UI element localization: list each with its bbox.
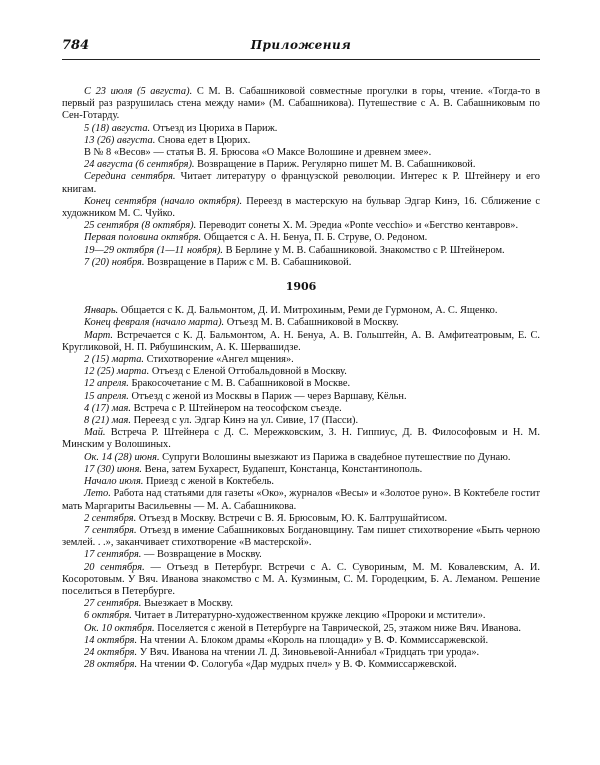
chronicle-entry	[62, 659, 540, 671]
entry-date: 8 (21) мая.	[84, 415, 131, 427]
entry-date: Конец февраля (начало марта).	[84, 317, 225, 329]
entry-text: В Берлине у М. В. Сабашниковой. Знакомство с Р. Штейнером.	[223, 244, 505, 256]
entry-text: Выезжает в Москву.	[141, 598, 234, 610]
chronicle-entry	[62, 403, 540, 415]
entry-date: 19—29 октября (1—11 ноября).	[84, 244, 224, 256]
entry-text: Отъезд из Цюриха в Париж.	[150, 122, 278, 134]
chronicle-entry	[62, 147, 540, 159]
entry-text: Переезд в мастерскую на бульвар Эдгар Кинэ, 16. Сближение с художником М. С. Чуйко.	[62, 195, 541, 220]
chronicle-text	[62, 86, 540, 671]
entry-date: 2 (15) марта.	[84, 354, 145, 366]
entry-text: Переезд с ул. Эдгар Кинэ на ул. Сивие, 17 (Пасси).	[130, 415, 359, 427]
chronicle-entry	[62, 635, 540, 647]
chronicle-entry	[62, 366, 540, 378]
chronicle-entry	[62, 354, 540, 366]
chronicle-entry	[62, 123, 540, 135]
entry-text: Отъезд с Еленой Оттобальдовной в Москву.	[149, 366, 347, 378]
entry-text: Бракосочетание с М. В. Сабашниковой в Москве.	[128, 378, 351, 390]
chronicle-entry	[62, 647, 540, 659]
entry-text: Читает в Литературно-художественном кружке лекцию «Пророки и мстители».	[131, 610, 486, 622]
entry-text: Работа над статьями для газеты «Око», журналов «Весы» и «Золотое руно». В Коктебеле гостит мать Маргариты Васильевны — М. А. Сабашникова.	[62, 488, 540, 512]
entry-text: На чтении А. Блоком драмы «Король на площади» у В. Ф. Коммиссаржевской.	[137, 634, 489, 646]
chronicle-entry	[62, 549, 540, 561]
chronicle-entry	[62, 391, 540, 403]
entry-date: 27 сентября.	[84, 598, 142, 610]
entry-date: 20 сентября.	[84, 561, 145, 573]
entry-date: Лето.	[84, 488, 111, 500]
chronicle-entry	[62, 330, 540, 354]
chronicle-entry	[62, 610, 540, 622]
entry-text: Вена, затем Бухарест, Будапешт, Констанца, Константинополь.	[142, 463, 423, 475]
chronicle-entry	[62, 476, 540, 488]
page-header	[62, 38, 540, 58]
entry-text: Отъезд в Москву. Встречи с В. Я. Брюсовым, Ю. К. Балтрушайтисом.	[136, 512, 448, 524]
chronicle-entry	[62, 427, 540, 451]
entry-date: Март.	[84, 329, 113, 341]
entry-text: Супруги Волошины выезжают из Парижа в свадебное путешествие по Дунаю.	[159, 451, 511, 463]
entry-date: Первая половина октября.	[84, 232, 202, 244]
entry-date: 13 (26) августа.	[84, 134, 156, 146]
entry-date: 7 сентября.	[84, 524, 137, 536]
section-1906	[62, 305, 540, 671]
chronicle-entry	[62, 525, 540, 549]
entry-text: Читает литературу о французской революции. Интерес к Р. Штейнеру и его книгам.	[62, 171, 540, 195]
entry-text: В № 8 «Весов» — статья В. Я. Брюсова «О Максе Волошине и древнем змее».	[84, 147, 432, 159]
chronicle-entry	[62, 488, 540, 512]
chronicle-entry	[62, 562, 540, 599]
chronicle-entry	[62, 159, 540, 171]
chronicle-entry	[62, 171, 540, 195]
entry-date: С 23 июля (5 августа).	[84, 86, 193, 97]
entry-text: С М. В. Сабашниковой совместные прогулки в горы, чтение. «Тогда-то в первый раз разрушилась стена между нами» (М. Сабашникова). Путешествие с А. В. Сабашниковым по Сен-Готарду.	[62, 86, 540, 122]
entry-date: 14 октября.	[84, 634, 138, 646]
year-heading: 1906	[285, 280, 317, 294]
chronicle-entry	[62, 623, 540, 635]
entry-text: Возвращение в Париж с М. В. Сабашниковой.	[144, 256, 352, 268]
entry-text: На чтении Ф. Сологуба «Дар мудрых пчел» у В. Ф. Коммиссаржевской.	[137, 659, 457, 671]
entry-text: Встречается с К. Д. Бальмонтом, А. Н. Бенуа, А. В. Гольштейн, А. В. Амфитеатровым, Е. С. Кругликовой, Н. П. Рябушинским, А. К. Шервашидзе.	[62, 329, 540, 353]
header-rule	[62, 59, 540, 60]
entry-text: Возвращение в Париж. Регулярно пишет М. В. Сабашниковой.	[194, 159, 476, 171]
chronicle-entry	[62, 415, 540, 427]
chronicle-entry	[62, 598, 540, 610]
entry-date: 4 (17) мая.	[84, 402, 131, 414]
entry-date: 28 октября.	[84, 659, 138, 671]
entry-date: 12 (25) марта.	[84, 366, 150, 378]
chronicle-entry	[62, 305, 540, 317]
entry-date: Ок. 10 октября.	[84, 622, 155, 634]
entry-date: 17 сентября.	[84, 549, 142, 561]
entry-text: Отъезд М. В. Сабашниковой в Москву.	[224, 317, 399, 329]
entry-date: 24 октября.	[84, 646, 138, 658]
chronicle-entry	[62, 452, 540, 464]
chronicle-entry	[62, 257, 540, 269]
chronicle-entry	[62, 513, 540, 525]
section-1905	[62, 86, 540, 269]
entry-date: 2 сентября.	[84, 512, 137, 524]
entry-date: 7 (20) ноября.	[84, 256, 145, 268]
page-number: 784	[62, 38, 90, 53]
entry-text: Общается с К. Д. Бальмонтом, Д. И. Митрохиным, Реми де Гурмоном, А. С. Ященко.	[118, 305, 498, 317]
entry-date: 17 (30) июня.	[84, 463, 143, 475]
entry-text: Снова едет в Цюрих.	[155, 134, 251, 146]
entry-date: 5 (18) августа.	[84, 122, 151, 134]
entry-text: Стихотворение «Ангел мщения».	[144, 354, 294, 366]
entry-date: Май.	[84, 427, 106, 439]
entry-date: 25 сентября (8 октября).	[84, 220, 197, 232]
entry-date: 12 апреля.	[84, 378, 129, 390]
chronicle-entry	[62, 245, 540, 257]
entry-date: 6 октября.	[84, 610, 132, 622]
running-title: Приложения	[250, 38, 352, 52]
chronicle-entry	[62, 196, 540, 220]
entry-text: Поселяется с женой в Петербурге на Таврической, 25, этажом ниже Вяч. Иванова.	[154, 622, 521, 634]
chronicle-entry	[62, 378, 540, 390]
entry-text: Общается с А. Н. Бенуа, П. Б. Струве, О. Редоном.	[201, 232, 428, 244]
entry-text: Приезд с женой в Коктебель.	[143, 476, 275, 488]
entry-date: Начало июля.	[84, 476, 144, 488]
entry-date: Конец сентября (начало октября).	[84, 195, 243, 207]
entry-text: — Отъезд в Петербург. Встречи с А. С. Сувориным, М. М. Ковалевским, А. И. Косоротовым. У Вяч. Иванова знакомство с М. А. Кузминым, С. М. Городецким, Б. А. Леманом. Решение поселиться в Петербурге.	[62, 561, 540, 597]
chronicle-entry	[62, 464, 540, 476]
entry-date: Январь.	[84, 305, 119, 317]
entry-text: У Вяч. Иванова на чтении Л. Д. Зиновьевой-Аннибал «Тридцать три урода».	[137, 646, 480, 658]
chronicle-entry	[62, 317, 540, 329]
entry-text: Переводит сонеты Х. М. Эредиа «Ponte vecchio» и «Бегство кентавров».	[196, 220, 519, 232]
entry-text: Встреча с Р. Штейнером на теософском съезде.	[130, 402, 342, 414]
entry-date: 15 апреля.	[84, 390, 129, 402]
entry-text: Встреча Р. Штейнера с Д. С. Мережковским, З. Н. Гиппиус, Д. В. Философовым и Н. М. Минским у Волошиных.	[62, 427, 540, 451]
entry-text: — Возвращение в Москву.	[141, 549, 262, 561]
chronicle-entry	[62, 135, 540, 147]
entry-text: Отъезд в имение Сабашниковых Богдановщину. Там пишет стихотворение «Быть черною землей. . .», заканчивает стихотворение «В мастерской».	[62, 524, 540, 549]
entry-date: Середина сентября.	[84, 171, 176, 183]
entry-date: 24 августа (6 сентября).	[84, 159, 195, 171]
entry-date: Ок. 14 (28) июня.	[84, 451, 160, 463]
entry-text: Отъезд с женой из Москвы в Париж — через Варшаву, Кёльн.	[128, 390, 407, 402]
chronicle-entry	[62, 220, 540, 232]
chronicle-entry	[62, 86, 540, 123]
chronicle-entry	[62, 232, 540, 244]
